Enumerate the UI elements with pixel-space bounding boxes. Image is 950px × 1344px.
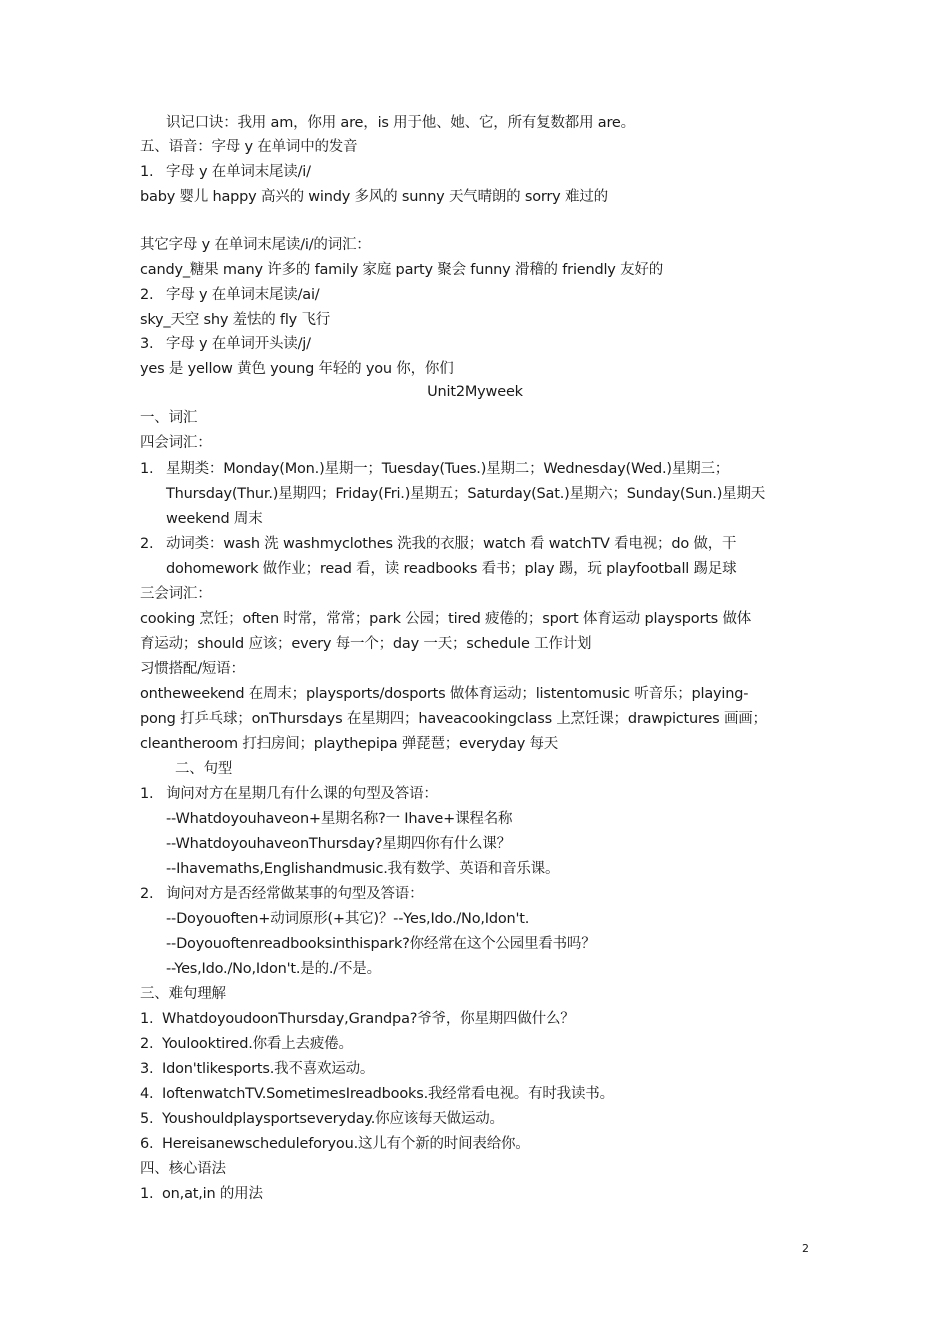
dialogue-line: --Ihavemaths,Englishandmusic.我有数学、英语和音乐课。 bbox=[166, 861, 560, 877]
list-item bbox=[140, 459, 810, 479]
list-item bbox=[140, 162, 810, 182]
list-item-text: IoftenwatchTV.SometimesIreadbooks.我经常看电视。有时我读书。 bbox=[162, 1086, 614, 1102]
paragraph-line: ontheweekend 在周末；playsports/dosports 做体育运动；listentomusic 听音乐；playing- bbox=[140, 686, 749, 702]
list-item bbox=[140, 1059, 810, 1079]
list-item bbox=[140, 1184, 810, 1204]
list-item-text: WhatdoyoudoonThursday,Grandpa?爷爷，你星期四做什么？ bbox=[162, 1011, 575, 1027]
word-list: baby 婴儿 happy 高兴的 windy 多风的 sunny 天气晴朗的 sorry 难过的 bbox=[140, 189, 608, 205]
list-number: 2. bbox=[140, 536, 154, 552]
list-item-text: 字母 y 在单词末尾读/i/ bbox=[166, 164, 311, 180]
list-item-text: Hereisanewscheduleforyou.这儿有个新的时间表给你。 bbox=[162, 1136, 530, 1152]
unit-title: Unit2Myweek bbox=[427, 384, 523, 400]
paragraph-line: 育运动；should 应该；every 每一个；day 一天；schedule 工作计划 bbox=[140, 636, 592, 652]
list-item bbox=[140, 1134, 810, 1154]
list-item-text: Youlooktired.你看上去疲倦。 bbox=[162, 1036, 353, 1052]
list-item-text: 字母 y 在单词开头读/j/ bbox=[166, 336, 311, 352]
list-item-continuation: weekend 周末 bbox=[166, 511, 263, 527]
list-item-continuation: dohomework 做作业；read 看，读 readbooks 看书；play 踢，玩 playfootball 踢足球 bbox=[166, 561, 737, 577]
list-item bbox=[140, 1034, 810, 1054]
word-list: yes 是 yellow 黄色 young 年轻的 you 你，你们 bbox=[140, 361, 454, 377]
subheading: 其它字母 y 在单词末尾读/i/的词汇： bbox=[140, 237, 371, 253]
list-item-text: on,at,in 的用法 bbox=[162, 1186, 263, 1202]
paragraph-line: cleantheroom 打扫房间；playthepipa 弹琵琶；everyday 每天 bbox=[140, 736, 559, 752]
paragraph-line: pong 打乒乓球；onThursdays 在星期四；haveacookingclass 上烹饪课；drawpictures 画画； bbox=[140, 711, 767, 727]
list-number: 1. bbox=[140, 786, 154, 802]
list-item bbox=[140, 784, 810, 804]
page-number: 2 bbox=[802, 1242, 809, 1255]
word-list: sky_天空 shy 羞怯的 fly 飞行 bbox=[140, 312, 331, 328]
section-heading-vocabulary: 一、词汇 bbox=[140, 410, 198, 426]
list-item bbox=[140, 534, 810, 554]
section-heading-grammar: 四、核心语法 bbox=[140, 1161, 226, 1177]
list-number: 4. bbox=[140, 1086, 154, 1102]
list-item-text: 动词类：wash 洗 washmyclothes 洗我的衣服；watch 看 watchTV 看电视；do 做，干 bbox=[166, 536, 737, 552]
mnemonic-line: 识记口诀：我用 am，你用 are，is 用于他、她、它，所有复数都用 are。 bbox=[166, 115, 635, 131]
list-number: 6. bbox=[140, 1136, 154, 1152]
section-heading-sentences: 二、句型 bbox=[175, 761, 233, 777]
list-item-continuation: Thursday(Thur.)星期四；Friday(Fri.)星期五；Saturday(Sat.)星期六；Sunday(Sun.)星期天 bbox=[166, 486, 766, 502]
section-heading-phonics: 五、语音：字母 y 在单词中的发音 bbox=[140, 139, 358, 155]
section-heading-difficult-sentences: 三、难句理解 bbox=[140, 986, 226, 1002]
list-item bbox=[140, 884, 810, 904]
list-item-text: Idon'tlikesports.我不喜欢运动。 bbox=[162, 1061, 375, 1077]
list-item bbox=[140, 1109, 810, 1129]
word-list: candy_糖果 many 许多的 family 家庭 party 聚会 funny 滑稽的 friendly 友好的 bbox=[140, 262, 663, 278]
list-number: 1. bbox=[140, 461, 154, 477]
list-item bbox=[140, 1009, 810, 1029]
dialogue-line: --Doyouoftenreadbooksinthispark?你经常在这个公园里看书吗？ bbox=[166, 936, 596, 952]
list-number: 2. bbox=[140, 886, 154, 902]
dialogue-line: --Yes,Ido./No,Idon't.是的./不是。 bbox=[166, 961, 381, 977]
dialogue-line: --Whatdoyouhaveon+星期名称?一 Ihave+课程名称 bbox=[166, 811, 513, 827]
list-number: 5. bbox=[140, 1111, 154, 1127]
list-item-text: 询问对方是否经常做某事的句型及答语： bbox=[166, 886, 424, 902]
list-number: 3. bbox=[140, 336, 154, 352]
list-number: 1. bbox=[140, 164, 154, 180]
dialogue-line: --Doyouoften+动词原形(+其它)？--Yes,Ido./No,Idon't. bbox=[166, 911, 530, 927]
subheading: 习惯搭配/短语： bbox=[140, 661, 245, 677]
list-item-text: Youshouldplaysportseveryday.你应该每天做运动。 bbox=[162, 1111, 504, 1127]
dialogue-line: --WhatdoyouhaveonThursday?星期四你有什么课？ bbox=[166, 836, 511, 852]
list-number: 1. bbox=[140, 1186, 154, 1202]
paragraph-line: cooking 烹饪；often 时常，常常；park 公园；tired 疲倦的；sport 体育运动 playsports 做体 bbox=[140, 611, 752, 627]
list-item-text: 字母 y 在单词末尾读/ai/ bbox=[166, 287, 320, 303]
list-item-text: 星期类：Monday(Mon.)星期一；Tuesday(Tues.)星期二；Wednesday(Wed.)星期三； bbox=[166, 461, 730, 477]
list-number: 1. bbox=[140, 1011, 154, 1027]
subheading: 三会词汇： bbox=[140, 586, 212, 602]
list-number: 2. bbox=[140, 287, 154, 303]
list-number: 3. bbox=[140, 1061, 154, 1077]
list-item bbox=[140, 1084, 810, 1104]
list-number: 2. bbox=[140, 1036, 154, 1052]
subheading: 四会词汇： bbox=[140, 435, 212, 451]
list-item-text: 询问对方在星期几有什么课的句型及答语： bbox=[166, 786, 438, 802]
list-item bbox=[140, 334, 810, 354]
list-item bbox=[140, 285, 810, 305]
